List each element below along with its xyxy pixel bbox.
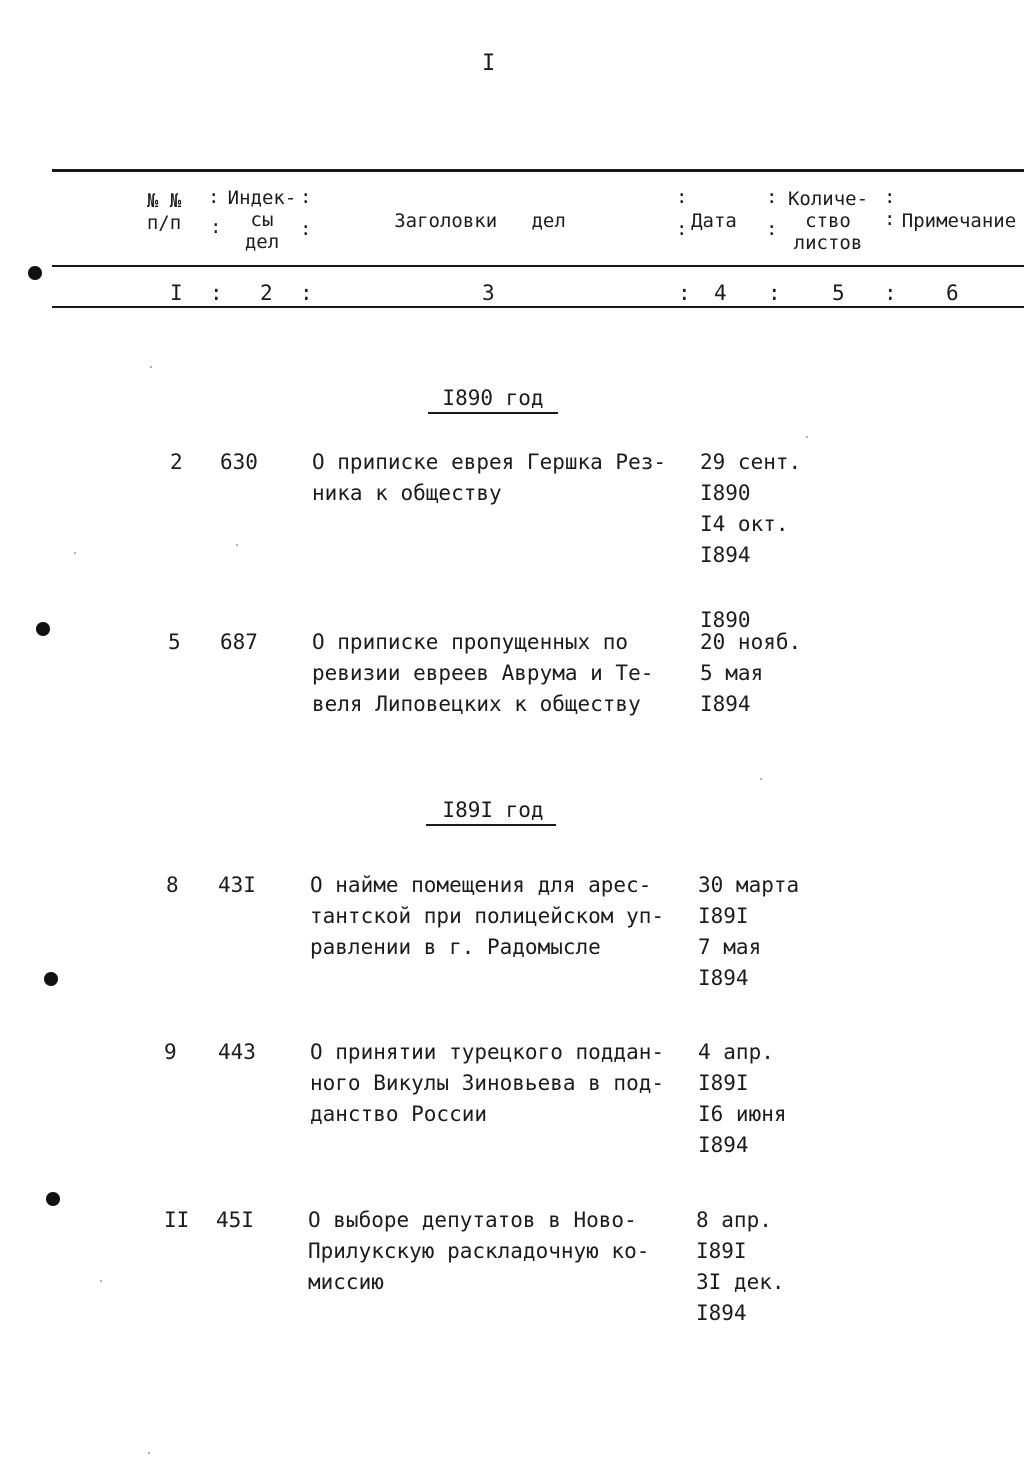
col-num-4: 4 <box>714 281 727 305</box>
item-index: 43I <box>218 873 256 897</box>
item-dates: 4 апр. I89I I6 июня I894 <box>698 1040 787 1157</box>
item-dates: 8 апр. I89I 3I дек. I894 <box>696 1208 785 1325</box>
item-number: 9 <box>164 1040 177 1064</box>
item-dates: 30 марта I89I 7 мая I894 <box>698 873 800 990</box>
item-title: О выборе депутатов в Ново- Прилукскую раскладочную ко- миссию <box>308 1208 650 1294</box>
item-title: О принятии турецкого поддан- ного Викулы Зиновьева в под- данство России <box>310 1040 665 1126</box>
item-number: 2 <box>170 450 183 474</box>
col-num-5: 5 <box>832 281 845 305</box>
page-number: I <box>482 51 496 76</box>
year-heading: I890 год <box>442 386 544 410</box>
col-num-2: 2 <box>260 281 273 305</box>
header-index: Индек- сы дел <box>227 187 297 253</box>
item-index: 630 <box>220 450 258 474</box>
header-mid-rule <box>52 265 1024 267</box>
year-heading: I89I год <box>442 798 544 822</box>
punch-hole <box>44 972 58 986</box>
header-date: Дата <box>691 210 737 232</box>
item-title: О приписке пропущенных по ревизии евреев Аврума и Те- веля Липовецких к обществу <box>312 630 654 716</box>
year-underline <box>428 412 558 414</box>
header-bottom-rule <box>52 306 1024 308</box>
punch-hole <box>36 622 50 636</box>
header-notes: Примечание <box>901 210 1017 232</box>
item-number: II <box>164 1208 190 1232</box>
item-title: О найме помещения для арес- тантской при полицейском уп- равлении в г. Радомысле <box>310 873 665 959</box>
item-index: 45I <box>216 1208 254 1232</box>
punch-hole <box>28 266 42 280</box>
item-dates: 29 сент. I890 I4 окт. I894 <box>700 450 802 567</box>
item-number: 5 <box>168 630 181 654</box>
header-number: № № п/п <box>146 190 182 234</box>
item-index: 443 <box>218 1040 256 1064</box>
item-dates: 20 нояб. 5 мая I894 <box>700 630 802 716</box>
header-top-rule <box>52 169 1024 172</box>
item-number: 8 <box>166 873 179 897</box>
header-titles: Заголовки дел <box>394 210 566 232</box>
header-sheet-count: Количе- ство листов <box>787 188 869 254</box>
col-num-1: I <box>170 281 183 305</box>
year-underline <box>426 824 556 826</box>
col-num-6: 6 <box>946 281 959 305</box>
col-num-3: 3 <box>482 281 495 305</box>
item-title: О приписке еврея Гершка Рез- ника к обществу <box>312 450 667 505</box>
item-index: 687 <box>220 630 258 654</box>
item-date-top: I890 <box>700 608 751 632</box>
punch-hole <box>46 1192 60 1206</box>
